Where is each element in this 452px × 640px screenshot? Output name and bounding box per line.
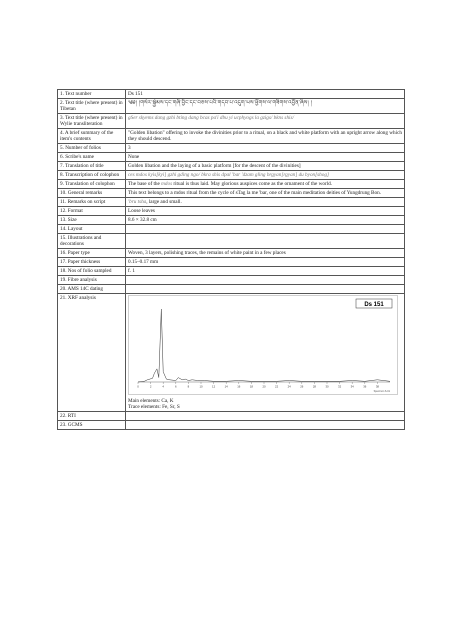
table-row	[58, 234, 405, 249]
colophon-transcription: ces mdos kyis[kyi] gzhi gding ngo/ bkra shis dpal 'bar 'dzam gling brgyan[rgyan] du byon[shog]	[126, 171, 405, 180]
table-row	[58, 198, 405, 207]
colophon-italic-term: mdos	[161, 181, 173, 187]
colophon-translation	[126, 180, 405, 189]
row-key: 5. Number of folios	[58, 144, 126, 153]
table-row	[58, 144, 405, 153]
x-tick-label: 8	[187, 384, 190, 389]
colophon-translation-text: ritual is thus laid. May glorious auspices come as the ornament of the world.	[172, 181, 333, 187]
row-value: 8.6 × 32.8 cm	[126, 216, 405, 225]
table-row	[58, 276, 405, 285]
catalogue-table	[57, 89, 405, 430]
row-value: 3	[126, 144, 405, 153]
row-value: "Golden libation" offering to invoke the divinities prior to a ritual, on a black and white platform with an upright arrow along which they should descend.	[126, 129, 405, 144]
table-row	[58, 153, 405, 162]
x-tick-label: 26	[300, 384, 304, 389]
table-row	[58, 99, 405, 114]
xrf-cell	[126, 294, 405, 412]
row-key: 1. Text number	[58, 90, 126, 99]
row-key: 14. Layout	[58, 225, 126, 234]
table-row	[58, 114, 405, 129]
row-key: 12. Format	[58, 207, 126, 216]
row-key: 8. Transcription of colophon	[58, 171, 126, 180]
row-key: 19. Fibre analysis	[58, 276, 126, 285]
x-tick-label: 28	[312, 384, 316, 389]
xrf-trace-elements: Trace elements: Fe, Sr, S	[128, 404, 180, 410]
x-tick-label: 10	[199, 384, 203, 389]
row-key: 9. Translation of colophon	[58, 180, 126, 189]
script-remarks-text: , large and small.	[146, 199, 182, 205]
x-tick-label: 24	[287, 384, 291, 389]
row-value	[126, 225, 405, 234]
row-key: 15. Illustrations and decorations	[58, 234, 126, 249]
x-tick-label: 16	[237, 384, 241, 389]
row-key: 16. Paper type	[58, 249, 126, 258]
row-value: None	[126, 153, 405, 162]
x-tick-label: 2	[149, 384, 152, 389]
x-tick-label: 12	[212, 384, 216, 389]
table-row	[58, 412, 405, 421]
table-row	[58, 294, 405, 412]
row-value	[126, 421, 405, 430]
row-value: f. 1	[126, 267, 405, 276]
row-value: Ds 151	[126, 90, 405, 99]
x-tick-label: 34	[350, 384, 354, 389]
table-row	[58, 225, 405, 234]
row-value	[126, 276, 405, 285]
spectrum-label: Ds 151	[364, 302, 384, 308]
row-key: 7. Translation of title	[58, 162, 126, 171]
x-tick-label: 36	[363, 384, 367, 389]
table-row	[58, 216, 405, 225]
x-tick-label: 38	[375, 384, 379, 389]
row-key: 20. AMS 14C dating	[58, 285, 126, 294]
script-name: 'bru tsha	[128, 199, 147, 205]
row-key: 21. XRF analysis	[58, 294, 126, 412]
row-value: This text belongs to a mdos ritual from the cycle of sTag la me 'bar, one of the main meditation deities of Yungdrung Bon.	[126, 189, 405, 198]
script-remarks	[126, 198, 405, 207]
x-tick-label: 0	[137, 384, 139, 389]
x-tick-label: 32	[338, 384, 342, 389]
row-key: 2. Text title (where present) in Tibetan	[58, 99, 126, 114]
xrf-spectrum-chart	[128, 295, 398, 395]
row-key: 3. Text title (where present) in Wylie transliteration	[58, 114, 126, 129]
table-row	[58, 171, 405, 180]
row-key: 18. Nos of folio sampled	[58, 267, 126, 276]
wylie-title: gSer skyems dang gzhi bting dang bcas pa'i dbu yi ucphyogs la gzigs/ bkns shis/	[126, 114, 405, 129]
table-row	[58, 162, 405, 171]
table-row	[58, 285, 405, 294]
x-tick-label: 18	[249, 384, 253, 389]
table-row	[58, 421, 405, 430]
row-value: 0.15–0.17 mm	[126, 258, 405, 267]
table-row	[58, 90, 405, 99]
table-row	[58, 267, 405, 276]
row-key: 10. General remarks	[58, 189, 126, 198]
table-row	[58, 207, 405, 216]
row-value	[126, 412, 405, 421]
x-tick-label: 20	[262, 384, 266, 389]
spectrum-corner-text: Spectrum 6-01	[373, 390, 390, 393]
row-key: 23. GCMS	[58, 421, 126, 430]
catalogue-sheet	[57, 89, 405, 430]
table-row	[58, 189, 405, 198]
table-row	[58, 180, 405, 189]
x-tick-label: 4	[162, 384, 164, 389]
row-value	[126, 285, 405, 294]
row-value	[126, 234, 405, 249]
table-row	[58, 249, 405, 258]
row-key: 11. Remarks on script	[58, 198, 126, 207]
row-key: 4. A brief summary of the item's contents	[58, 129, 126, 144]
x-tick-label: 6	[175, 384, 177, 389]
x-tick-label: 22	[275, 384, 279, 389]
xrf-main-elements: Main elements: Ca, K	[128, 398, 174, 404]
row-key: 22. RTI	[58, 412, 126, 421]
table-row	[58, 129, 405, 144]
x-tick-label: 14	[224, 384, 228, 389]
row-key: 6. Scribe's name	[58, 153, 126, 162]
colophon-translation-text: The base of the	[128, 181, 162, 187]
row-key: 13. Size	[58, 216, 126, 225]
row-value: Golden libation and the laying of a basic platform [for the descent of the divinities]	[126, 162, 405, 171]
x-tick-label: 30	[325, 384, 329, 389]
tibetan-title: ༄༅། །གསེར་སྐྱེམས་དང་གཞི་བྱིང་དང་བཅས་པའི་གདབ་པ་འདུག་ཡས་ཕྱོགས་ལ་གཟིགས་འབྱོན་ཞིས། །	[126, 99, 405, 114]
row-key: 17. Paper thickness	[58, 258, 126, 267]
row-value: Woven, 3 layers, polishing traces, the remains of white paint in a few places	[126, 249, 405, 258]
row-value: Loose leaves	[126, 207, 405, 216]
table-row	[58, 258, 405, 267]
